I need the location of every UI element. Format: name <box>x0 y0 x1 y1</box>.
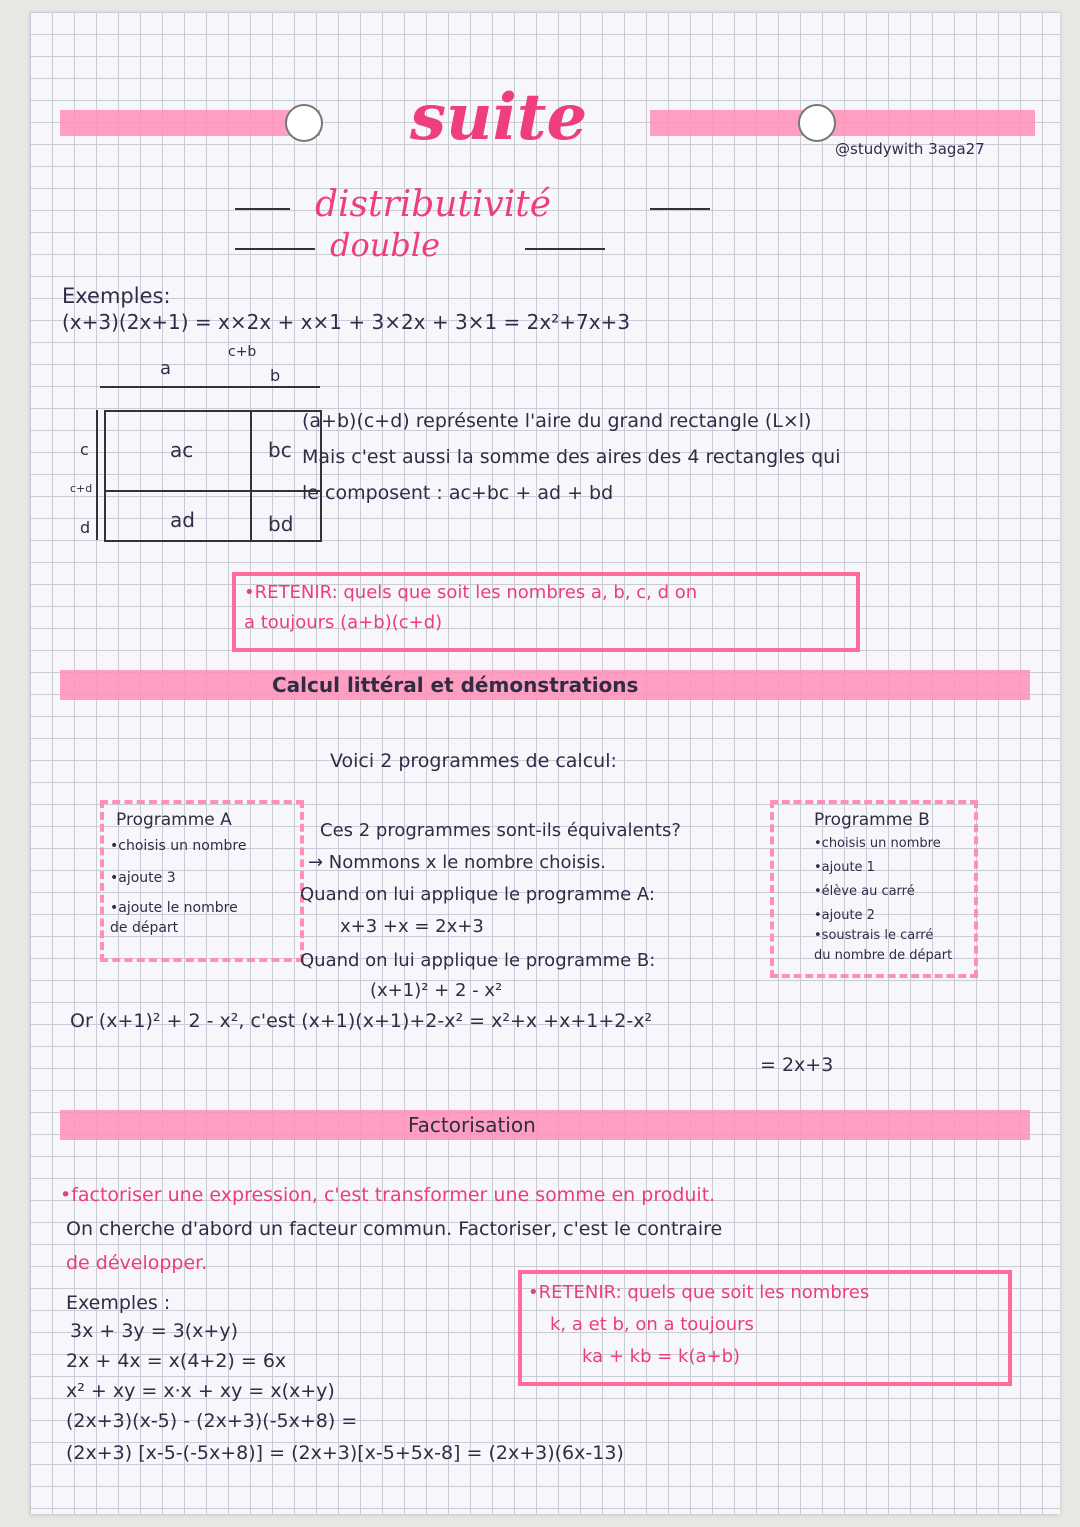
retenir-2-line-1: •RETENIR: quels que soit les nombres <box>528 1282 870 1303</box>
program-a-step-2: •ajoute 3 <box>110 870 176 886</box>
explanation-line-1: (a+b)(c+d) représente l'aire du grand rectangle (L×l) <box>302 410 812 432</box>
program-b-step-3: •élève au carré <box>814 884 915 899</box>
program-b-box <box>770 800 978 978</box>
retenir-box-1 <box>232 572 860 652</box>
program-a-step-4: de départ <box>110 920 179 936</box>
section-band-factorisation <box>60 1110 1030 1140</box>
subtitle-line-right <box>650 208 710 210</box>
program-b-step-1: •choisis un nombre <box>814 836 941 851</box>
retenir-box-2 <box>518 1270 1012 1386</box>
header-band-right <box>650 110 1035 136</box>
subtitle-distributivite: distributivité <box>315 184 552 225</box>
factor-example-1: 3x + 3y = 3(x+y) <box>70 1320 238 1342</box>
area-diagram <box>70 344 320 542</box>
definition-line-1: •factoriser une expression, c'est transformer une somme en produit. <box>60 1184 716 1206</box>
factor-example-5: (2x+3) [x-5-(-5x+8)] = (2x+3)[x-5+5x-8] = (2x+3)(6x-13) <box>66 1442 624 1464</box>
cell-bd: bd <box>268 512 294 536</box>
cell-bc: bc <box>268 438 292 462</box>
punch-hole-left <box>285 104 323 142</box>
program-a-result: x+3 +x = 2x+3 <box>340 916 484 937</box>
program-a-title: Programme A <box>116 810 232 830</box>
factor-example-3: x² + xy = x·x + xy = x(x+y) <box>66 1380 335 1402</box>
program-a-apply: Quand on lui applique le programme A: <box>300 884 655 905</box>
cell-ac: ac <box>170 438 194 462</box>
arrow-top <box>100 386 320 388</box>
cell-ad: ad <box>170 508 195 532</box>
program-b-step-6: du nombre de départ <box>814 948 953 963</box>
retenir-2-line-2: k, a et b, on a toujours <box>550 1314 754 1335</box>
program-a-box <box>100 800 304 962</box>
factor-example-2: 2x + 4x = x(4+2) = 6x <box>66 1350 287 1372</box>
program-a-step-3: •ajoute le nombre <box>110 900 238 916</box>
subtitle-double: double <box>330 226 441 264</box>
factor-example-4: (2x+3)(x-5) - (2x+3)(-5x+8) = <box>66 1410 358 1432</box>
page-title: suite <box>410 80 588 155</box>
arrow-side <box>96 410 98 540</box>
label-c-plus-b: c+b <box>228 344 257 360</box>
author-handle: @studywith 3aga27 <box>835 140 985 158</box>
subtitle-line-left <box>235 208 290 210</box>
program-a-step-1: •choisis un nombre <box>110 838 247 854</box>
label-c-plus-d: c+d <box>70 482 93 495</box>
program-b-step-4: •ajoute 2 <box>814 908 875 923</box>
factor-examples-label: Exemples : <box>66 1292 171 1314</box>
label-a: a <box>160 358 172 379</box>
program-b-title: Programme B <box>814 810 930 830</box>
programs-intro: Voici 2 programmes de calcul: <box>330 750 617 772</box>
program-b-step-5: •soustrais le carré <box>814 928 934 943</box>
retenir-1-line-1: •RETENIR: quels que soit les nombres a, b, c, d on <box>244 582 698 603</box>
program-b-step-2: •ajoute 1 <box>814 860 875 875</box>
examples-label: Exemples: <box>62 284 171 308</box>
conclusion-line-1: Or (x+1)² + 2 - x², c'est (x+1)(x+1)+2-x² = x²+x +x+1+2-x² <box>70 1010 653 1032</box>
conclusion-line-2: = 2x+3 <box>760 1054 834 1076</box>
programs-question: Ces 2 programmes sont-ils équivalents? <box>320 820 681 841</box>
definition-line-2: On cherche d'abord un facteur commun. Factoriser, c'est le contraire <box>66 1218 723 1240</box>
punch-hole-right <box>798 104 836 142</box>
vertical-divider <box>250 410 252 542</box>
program-b-result: (x+1)² + 2 - x² <box>370 980 503 1001</box>
label-b: b <box>270 366 281 385</box>
section-heading-factorisation: Factorisation <box>408 1113 536 1137</box>
notebook-page <box>30 12 1060 1514</box>
label-d: d <box>80 518 91 537</box>
program-b-apply: Quand on lui applique le programme B: <box>300 950 656 971</box>
programs-let-x: → Nommons x le nombre choisis. <box>308 852 607 873</box>
section-heading-calcul: Calcul littéral et démonstrations <box>272 673 639 697</box>
explanation-line-2: Mais c'est aussi la somme des aires des 4 rectangles qui <box>302 446 841 468</box>
retenir-1-line-2: a toujours (a+b)(c+d) <box>244 612 443 633</box>
definition-line-3: de développer. <box>66 1252 208 1274</box>
subtitle-line-left-2 <box>235 248 315 250</box>
example-expression: (x+3)(2x+1) = x×2x + x×1 + 3×2x + 3×1 = 2x²+7x+3 <box>62 310 631 334</box>
horizontal-divider <box>104 490 320 492</box>
label-c: c <box>80 440 89 459</box>
header-band-left <box>60 110 320 136</box>
explanation-line-3: le composent : ac+bc + ad + bd <box>302 482 614 504</box>
retenir-2-line-3: ka + kb = k(a+b) <box>582 1346 741 1367</box>
subtitle-line-right-2 <box>525 248 605 250</box>
